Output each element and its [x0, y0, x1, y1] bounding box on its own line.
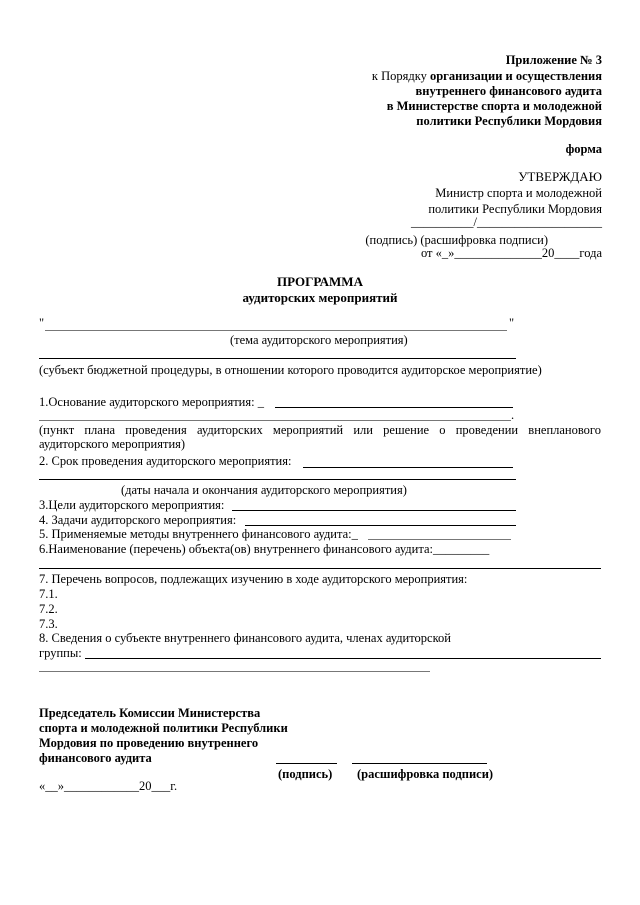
approve-sign-line: __________/____________________: [411, 215, 602, 229]
item8-label-cont: группы:: [39, 646, 82, 660]
chair-sign-line: [276, 763, 337, 764]
item2-caption: (даты начала и окончания аудиторского мероприятия): [121, 483, 407, 497]
item3-label: 3.Цели аудиторского мероприятия:: [39, 498, 225, 512]
form-label: форма: [565, 142, 602, 156]
appendix-line1: [372, 69, 602, 84]
chair-line1: Председатель Комиссии Министерства: [39, 706, 261, 720]
item1-caption: (пункт плана проведения аудиторских мероприятий или решение о проведении внепланового аудиторского мероприятия): [39, 423, 601, 451]
chair-line2: спорта и молодежной политики Республики: [39, 721, 288, 735]
subject-line: [39, 358, 516, 359]
subject-caption: (субъект бюджетной процедуры, в отношении которого проводится аудиторское мероприятие): [39, 363, 542, 377]
item7-label: 7. Перечень вопросов, подлежащих изучению в ходе аудиторского мероприятия:: [39, 572, 468, 586]
item8-label: 8. Сведения о субъекте внутреннего финансового аудита, членах аудиторской: [39, 631, 451, 645]
item2-line: [303, 467, 513, 468]
approve-minister-line1: Министр спорта и молодежной: [435, 186, 602, 200]
approve-title: УТВЕРЖДАЮ: [518, 169, 602, 184]
item1-label: 1.Основание аудиторского мероприятия: _: [39, 395, 264, 409]
item8-line2: [39, 671, 430, 672]
item8-line: [85, 658, 601, 659]
quote-close: ": [509, 316, 515, 330]
chair-line4: финансового аудита: [39, 751, 152, 765]
chair-date: «__»____________20___г.: [39, 779, 178, 793]
appendix-line3: в Министерстве спорта и молодежной: [386, 99, 602, 113]
item4-label: 4. Задачи аудиторского мероприятия:: [39, 513, 237, 527]
appendix-line2: внутреннего финансового аудита: [415, 84, 602, 98]
item6-line2: [39, 568, 601, 569]
item2-line2: [39, 479, 516, 480]
item7-3: 7.3.: [39, 617, 58, 631]
chair-sign-caption: (подпись): [278, 767, 333, 781]
item1-line2: [39, 420, 511, 421]
item5-line: [368, 539, 511, 540]
appendix-line4: политики Республики Мордовия: [416, 114, 602, 128]
item7-1: 7.1.: [39, 587, 58, 601]
item6-label: 6.Наименование (перечень) объекта(ов) внутреннего финансового аудита:_________: [39, 542, 490, 556]
item7-2: 7.2.: [39, 602, 58, 616]
chair-line3: Мордовия по проведению внутреннего: [39, 736, 259, 750]
program-title: ПРОГРАММА: [277, 274, 363, 289]
approve-minister-line2: политики Республики Мордовия: [428, 202, 602, 216]
item4-line: [245, 525, 516, 526]
topic-caption: (тема аудиторского мероприятия): [230, 333, 408, 347]
program-subtitle: аудиторских мероприятий: [242, 290, 398, 305]
topic-line: [45, 330, 507, 331]
chair-decode-caption: (расшифровка подписи): [357, 767, 494, 781]
chair-decode-line: [352, 763, 487, 764]
appendix-line1-bold: организации и осуществления: [429, 69, 602, 83]
item1-line: [275, 407, 513, 408]
appendix-title: Приложение № 3: [505, 53, 602, 67]
item3-line: [232, 510, 516, 511]
item2-label: 2. Срок проведения аудиторского мероприятия:: [39, 454, 292, 468]
item5-label: 5. Применяемые методы внутреннего финансового аудита:_: [39, 527, 358, 541]
appendix-line1-plain: к Порядку: [371, 69, 430, 83]
approve-sign-caption: (подпись) (расшифровка подписи): [365, 233, 548, 247]
approve-date-line: от «_»______________20____года: [420, 246, 602, 260]
item1-end: .: [511, 408, 515, 422]
quote-open: ": [39, 316, 45, 330]
